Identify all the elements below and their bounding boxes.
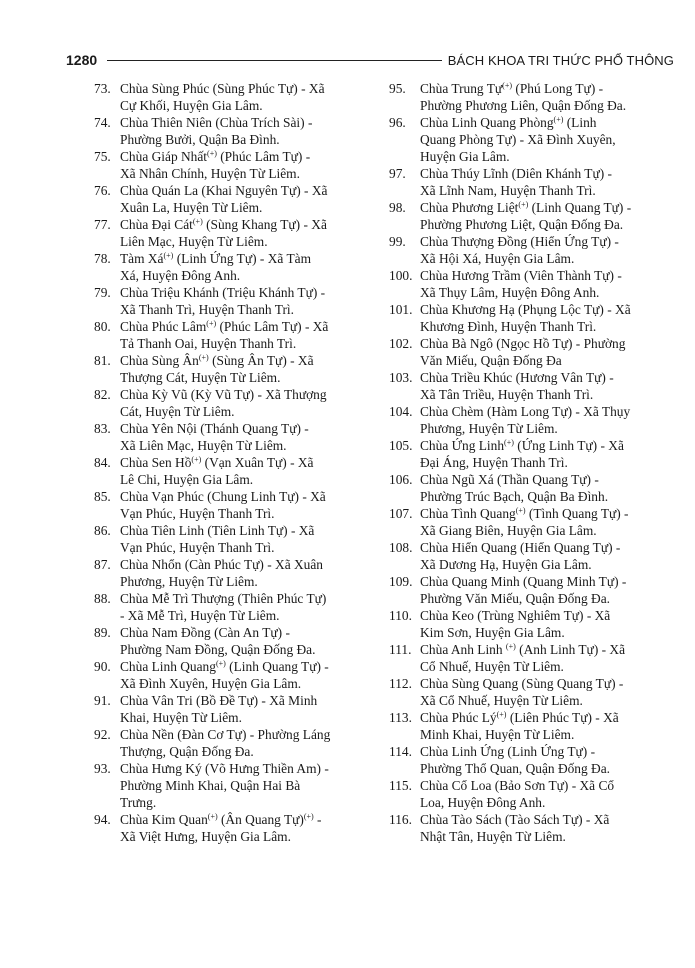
item-text — [120, 182, 376, 216]
item-text — [420, 437, 670, 471]
list-item — [94, 624, 376, 658]
list-item — [94, 726, 376, 760]
list-item — [389, 675, 670, 709]
list-item — [389, 573, 670, 607]
list-item — [94, 760, 376, 811]
list-item — [94, 692, 376, 726]
item-line: Chùa Anh Linh (+) (Anh Linh Tự) - Xã — [420, 642, 626, 657]
item-number: 108. — [389, 540, 413, 555]
item-line: Chùa Đại Cát(+) (Sùng Khang Tự) - Xã — [120, 217, 327, 232]
running-title: BÁCH KHOA TRI THỨC PHỔ THÔNG — [447, 52, 674, 68]
item-text — [420, 675, 670, 709]
list-item — [94, 556, 376, 590]
item-text — [120, 284, 376, 318]
item-number: 112. — [389, 676, 412, 691]
item-line: Chùa Nam Đồng (Càn An Tự) - — [120, 625, 290, 640]
list-item — [389, 777, 670, 811]
item-number: 100. — [389, 268, 413, 283]
item-line: Chùa Triệu Khánh (Triệu Khánh Tự) - — [120, 285, 326, 300]
item-number: 102. — [389, 336, 413, 351]
list-item — [94, 454, 376, 488]
item-line: Chùa Kỳ Vũ (Kỳ Vũ Tự) - Xã Thượng — [120, 387, 327, 402]
item-line: Kim Sơn, Huyện Gia Lâm. — [420, 625, 565, 640]
item-text — [420, 301, 670, 335]
list-item — [94, 284, 376, 318]
list-item — [389, 267, 670, 301]
list-item — [389, 80, 670, 114]
footnote-marker: (+) — [198, 353, 209, 362]
list-item — [94, 216, 376, 250]
item-line: Phường Minh Khai, Quận Hai Bà — [120, 778, 301, 793]
item-text — [120, 216, 376, 250]
item-line: Chùa Thiên Niên (Chùa Trích Sài) - — [120, 115, 313, 130]
item-line: Chùa Phúc Lâm(+) (Phúc Lâm Tự) - Xã — [120, 319, 329, 334]
footnote-marker: (+) — [553, 115, 564, 124]
item-number: 116. — [389, 812, 412, 827]
item-line: Xã Hội Xá, Huyện Gia Lâm. — [420, 251, 575, 266]
item-text — [120, 488, 376, 522]
item-text — [120, 318, 376, 352]
footnote-marker: (+) — [303, 812, 314, 821]
list-item — [389, 811, 670, 845]
item-text — [420, 607, 670, 641]
item-line: Loa, Huyện Đông Anh. — [420, 795, 546, 810]
item-line: Đại Áng, Huyện Thanh Trì. — [420, 455, 568, 470]
list-item — [389, 114, 670, 165]
item-text — [420, 811, 670, 845]
footnote-marker: (+) — [502, 81, 513, 90]
item-text — [120, 250, 376, 284]
item-line: Lê Chi, Huyện Gia Lâm. — [120, 472, 254, 487]
item-line: Phương, Huyện Từ Liêm. — [420, 421, 558, 436]
item-number: 89. — [94, 625, 111, 640]
item-number: 111. — [389, 642, 412, 657]
item-line: Vạn Phúc, Huyện Thanh Trì. — [120, 506, 275, 521]
item-line: Chùa Phúc Lý(+) (Liên Phúc Tự) - Xã — [420, 710, 619, 725]
item-line: Chùa Hưng Ký (Võ Hưng Thiền Am) - — [120, 761, 329, 776]
item-number: 84. — [94, 455, 111, 470]
item-line: Phương, Huyện Từ Liêm. — [120, 574, 258, 589]
list-item — [389, 369, 670, 403]
item-line: Phường Bưởi, Quận Ba Đình. — [120, 132, 280, 147]
item-number: 88. — [94, 591, 111, 606]
item-number: 114. — [389, 744, 412, 759]
item-line: Phường Phương Liên, Quận Đống Đa. — [420, 98, 627, 113]
item-text — [120, 624, 376, 658]
item-text — [420, 539, 670, 573]
footnote-marker: (+) — [215, 659, 226, 668]
header-rule — [107, 60, 442, 61]
right-column — [389, 80, 670, 845]
item-line: Chùa Kim Quan(+) (Ân Quang Tự)(+) - — [120, 812, 322, 827]
item-number: 78. — [94, 251, 111, 266]
item-number: 85. — [94, 489, 111, 504]
item-text — [420, 114, 670, 165]
item-line: Chùa Keo (Trùng Nghiêm Tự) - Xã — [420, 608, 611, 623]
item-line: Xã Việt Hưng, Huyện Gia Lâm. — [120, 829, 291, 844]
item-text — [420, 369, 670, 403]
item-line: Chùa Khương Hạ (Phụng Lộc Tự) - Xã — [420, 302, 631, 317]
item-line: Khai, Huyện Từ Liêm. — [120, 710, 242, 725]
item-line: Xã Lĩnh Nam, Huyện Thanh Trì. — [420, 183, 596, 198]
item-number: 91. — [94, 693, 111, 708]
item-text — [120, 760, 376, 811]
list-item — [389, 607, 670, 641]
item-line: Phường Thổ Quan, Quận Đống Đa. — [420, 761, 611, 776]
item-number: 98. — [389, 200, 406, 215]
item-number: 94. — [94, 812, 111, 827]
list-item — [94, 148, 376, 182]
item-text — [420, 709, 670, 743]
item-line: Chùa Tiên Linh (Tiên Linh Tự) - Xã — [120, 523, 315, 538]
item-line: Cự Khối, Huyện Gia Lâm. — [120, 98, 263, 113]
list-item — [94, 182, 376, 216]
item-number: 77. — [94, 217, 111, 232]
item-text — [120, 811, 376, 845]
item-text — [120, 522, 376, 556]
item-number: 83. — [94, 421, 111, 436]
list-item — [389, 199, 670, 233]
item-line: Trưng. — [120, 795, 157, 810]
item-number: 97. — [389, 166, 406, 181]
footnote-marker: (+) — [207, 812, 218, 821]
footnote-marker: (+) — [206, 319, 217, 328]
list-item — [94, 80, 376, 114]
item-text — [120, 556, 376, 590]
item-number: 101. — [389, 302, 413, 317]
item-line: Thượng, Quận Đống Đa. — [120, 744, 254, 759]
item-line: Chùa Nhổn (Càn Phúc Tự) - Xã Xuân — [120, 557, 323, 572]
item-number: 76. — [94, 183, 111, 198]
list-item — [94, 420, 376, 454]
item-text — [420, 403, 670, 437]
item-text — [420, 743, 670, 777]
item-number: 106. — [389, 472, 413, 487]
item-line: Xã Cổ Nhuế, Huyện Từ Liêm. — [420, 693, 583, 708]
item-line: Chùa Quán La (Khai Nguyên Tự) - Xã — [120, 183, 328, 198]
item-line: Cát, Huyện Từ Liêm. — [120, 404, 235, 419]
item-line: Chùa Chèm (Hàm Long Tự) - Xã Thụy — [420, 404, 631, 419]
list-item — [389, 743, 670, 777]
item-number: 73. — [94, 81, 111, 96]
item-line: Chùa Thúy Lĩnh (Diên Khánh Tự) - — [420, 166, 612, 181]
item-line: Phường Trúc Bạch, Quận Ba Đình. — [420, 489, 609, 504]
item-line: Chùa Vân Tri (Bồ Đề Tự) - Xã Minh — [120, 693, 318, 708]
item-line: Xã Nhân Chính, Huyện Từ Liêm. — [120, 166, 300, 181]
item-text — [420, 267, 670, 301]
item-line: Phường Nam Đồng, Quận Đống Đa. — [120, 642, 316, 657]
item-line: Chùa Sùng Quang (Sùng Quang Tự) - — [420, 676, 624, 691]
list-item — [94, 114, 376, 148]
list-item — [94, 658, 376, 692]
list-item — [94, 352, 376, 386]
list-item — [389, 233, 670, 267]
item-line: Xá, Huyện Đông Anh. — [120, 268, 241, 283]
footnote-marker: (+) — [207, 149, 217, 158]
list-item — [389, 709, 670, 743]
item-line: Chùa Sen Hồ(+) (Vạn Xuân Tự) - Xã — [120, 455, 314, 470]
item-text — [420, 471, 670, 505]
item-line: Chùa Quang Minh (Quang Minh Tự) - — [420, 574, 627, 589]
list-item — [389, 505, 670, 539]
list-item — [94, 522, 376, 556]
item-text — [420, 641, 670, 675]
item-line: Chùa Tào Sách (Tào Sách Tự) - Xã — [420, 812, 610, 827]
item-line: Chùa Trung Tự(+) (Phú Long Tự) - — [420, 81, 604, 96]
item-number: 86. — [94, 523, 111, 538]
item-line: Cổ Nhuế, Huyện Từ Liêm. — [420, 659, 564, 674]
item-text — [420, 505, 670, 539]
item-number: 115. — [389, 778, 412, 793]
item-text — [420, 335, 670, 369]
item-line: Tàm Xá(+) (Linh Ứng Tự) - Xã Tàm — [120, 251, 311, 266]
item-text — [120, 658, 376, 692]
item-text — [120, 420, 376, 454]
item-line: Chùa Hiển Quang (Hiển Quang Tự) - — [420, 540, 621, 555]
item-text — [420, 777, 670, 811]
item-text — [420, 573, 670, 607]
item-line: Xã Thụy Lâm, Huyện Đông Anh. — [420, 285, 600, 300]
item-line: Chùa Vạn Phúc (Chung Linh Tự) - Xã — [120, 489, 326, 504]
item-line: Xã Dương Hạ, Huyện Gia Lâm. — [420, 557, 592, 572]
item-line: Chùa Linh Quang Phòng(+) (Linh — [420, 115, 597, 130]
item-number: 79. — [94, 285, 111, 300]
item-number: 110. — [389, 608, 412, 623]
item-line: Thượng Cát, Huyện Từ Liêm. — [120, 370, 281, 385]
list-item — [94, 811, 376, 845]
item-text — [120, 590, 376, 624]
list-item — [94, 250, 376, 284]
item-line: Nhật Tân, Huyện Từ Liêm. — [420, 829, 566, 844]
list-item — [94, 590, 376, 624]
item-number: 113. — [389, 710, 412, 725]
list-item — [94, 318, 376, 352]
item-line: Phường Phương Liệt, Quận Đống Đa. — [420, 217, 624, 232]
item-number: 92. — [94, 727, 111, 742]
item-line: Chùa Mễ Trì Thượng (Thiên Phúc Tự) — [120, 591, 327, 606]
footnote-marker: (+) — [515, 506, 526, 515]
item-number: 105. — [389, 438, 413, 453]
item-text — [420, 165, 670, 199]
list-item — [389, 165, 670, 199]
item-line: - Xã Mễ Trì, Huyện Từ Liêm. — [120, 608, 280, 623]
item-number: 93. — [94, 761, 111, 776]
item-line: Minh Khai, Huyện Từ Liêm. — [420, 727, 575, 742]
list-item — [389, 301, 670, 335]
item-number: 109. — [389, 574, 413, 589]
item-line: Vạn Phúc, Huyện Thanh Trì. — [120, 540, 275, 555]
page-number: 1280 — [66, 52, 98, 68]
list-item — [94, 386, 376, 420]
footnote-marker: (+) — [163, 251, 174, 260]
item-text — [120, 386, 376, 420]
footnote-marker: (+) — [191, 455, 202, 464]
list-item — [389, 437, 670, 471]
item-text — [420, 199, 670, 233]
footnote-marker: (+) — [504, 438, 514, 447]
footnote-marker: (+) — [496, 710, 507, 719]
list-item — [389, 539, 670, 573]
item-text — [120, 454, 376, 488]
item-line: Xã Liên Mạc, Huyện Từ Liêm. — [120, 438, 287, 453]
item-line: Chùa Ngũ Xá (Thần Quang Tự) - — [420, 472, 599, 487]
footnote-marker: (+) — [518, 200, 529, 209]
item-line: Tả Thanh Oai, Huyện Thanh Trì. — [120, 336, 297, 351]
item-line: Khương Đình, Huyện Thanh Trì. — [420, 319, 597, 334]
item-text — [120, 114, 376, 148]
footnote-marker: (+) — [192, 217, 203, 226]
item-line: Chùa Ứng Linh(+) (Ứng Linh Tự) - Xã — [420, 438, 624, 453]
item-line: Chùa Giáp Nhất(+) (Phúc Lâm Tự) - — [120, 149, 311, 164]
item-line: Chùa Linh Ứng (Linh Ứng Tự) - — [420, 744, 596, 759]
item-line: Chùa Cổ Loa (Bảo Sơn Tự) - Xã Cổ — [420, 778, 615, 793]
item-number: 90. — [94, 659, 111, 674]
list-item — [389, 641, 670, 675]
item-line: Chùa Sùng Phúc (Sùng Phúc Tự) - Xã — [120, 81, 325, 96]
item-line: Chùa Sùng Ân(+) (Sùng Ân Tự) - Xã — [120, 353, 314, 368]
item-number: 74. — [94, 115, 111, 130]
item-line: Huyện Gia Lâm. — [420, 149, 510, 164]
item-line: Chùa Tình Quang(+) (Tình Quang Tự) - — [420, 506, 629, 521]
item-line: Xã Giang Biên, Huyện Gia Lâm. — [420, 523, 597, 538]
item-number: 95. — [389, 81, 406, 96]
left-column — [94, 80, 376, 845]
item-number: 80. — [94, 319, 111, 334]
item-number: 82. — [94, 387, 111, 402]
item-line: Quang Phòng Tự) - Xã Đình Xuyên, — [420, 132, 616, 147]
item-number: 103. — [389, 370, 413, 385]
item-text — [120, 352, 376, 386]
item-line: Liên Mạc, Huyện Từ Liêm. — [120, 234, 268, 249]
item-number: 75. — [94, 149, 111, 164]
item-number: 96. — [389, 115, 406, 130]
item-number: 81. — [94, 353, 111, 368]
item-number: 107. — [389, 506, 413, 521]
item-number: 104. — [389, 404, 413, 419]
item-number: 99. — [389, 234, 406, 249]
item-text — [420, 80, 670, 114]
list-item — [94, 488, 376, 522]
footnote-marker: (+) — [505, 642, 516, 651]
item-line: Chùa Phương Liệt(+) (Linh Quang Tự) - — [420, 200, 632, 215]
item-text — [120, 692, 376, 726]
item-line: Chùa Yên Nội (Thánh Quang Tự) - — [120, 421, 309, 436]
item-line: Văn Miếu, Quận Đống Đa — [420, 353, 562, 368]
item-line: Phường Văn Miếu, Quận Đống Đa. — [420, 591, 611, 606]
item-line: Chùa Hương Trầm (Viên Thành Tự) - — [420, 268, 622, 283]
item-line: Xã Đình Xuyên, Huyện Gia Lâm. — [120, 676, 302, 691]
item-line: Xuân La, Huyện Từ Liêm. — [120, 200, 263, 215]
item-text — [120, 80, 376, 114]
list-item — [389, 335, 670, 369]
page-header — [66, 49, 674, 71]
item-line: Chùa Nền (Đàn Cơ Tự) - Phường Láng — [120, 727, 331, 742]
item-line: Xã Thanh Trì, Huyện Thanh Trì. — [120, 302, 294, 317]
list-item — [389, 403, 670, 437]
item-text — [420, 233, 670, 267]
item-number: 87. — [94, 557, 111, 572]
item-line: Chùa Linh Quang(+) (Linh Quang Tự) - — [120, 659, 329, 674]
item-text — [120, 148, 376, 182]
list-item — [389, 471, 670, 505]
item-line: Chùa Bà Ngô (Ngọc Hồ Tự) - Phường — [420, 336, 626, 351]
item-line: Xã Tân Triều, Huyện Thanh Trì. — [420, 387, 594, 402]
item-text — [120, 726, 376, 760]
item-line: Chùa Triều Khúc (Hương Vân Tự) - — [420, 370, 614, 385]
item-line: Chùa Thượng Đồng (Hiển Ứng Tự) - — [420, 234, 619, 249]
